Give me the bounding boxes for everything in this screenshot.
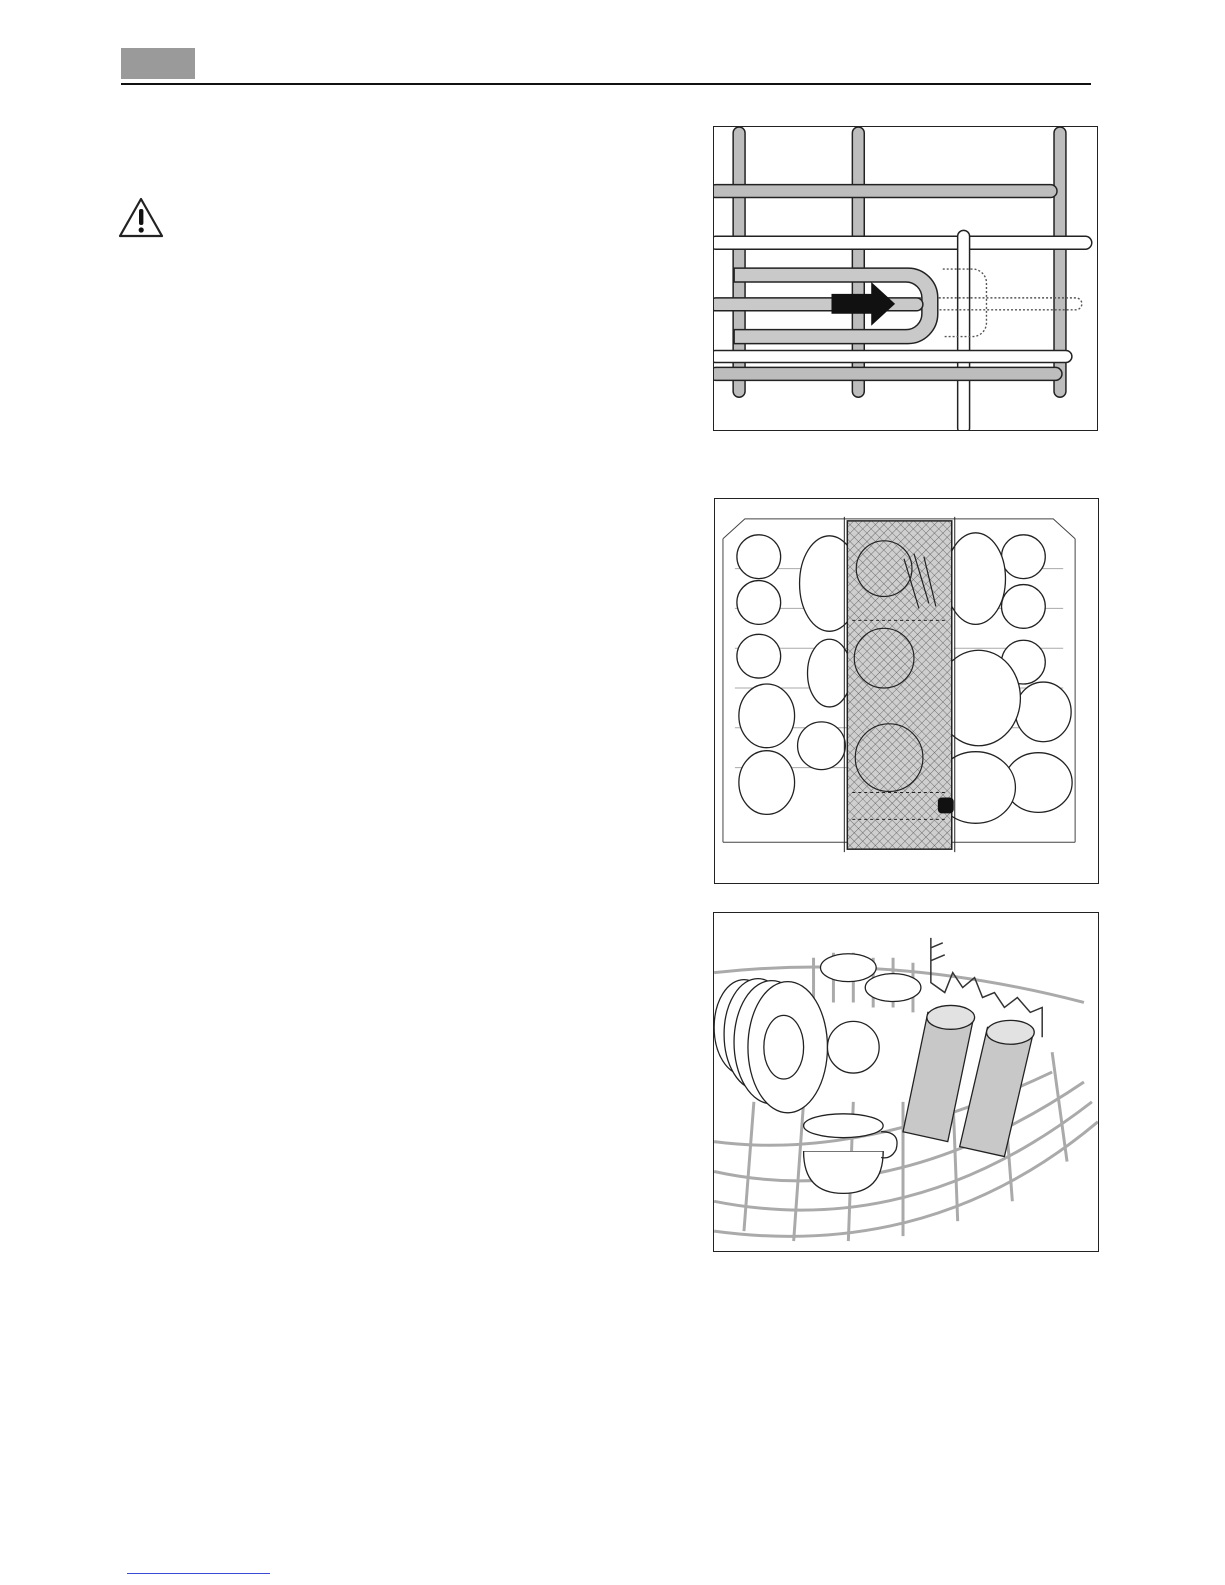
basket-rack-detail-illustration <box>713 126 1098 431</box>
warning-triangle-icon <box>117 196 165 240</box>
upper-basket-loaded-top-view-illustration <box>714 498 1099 884</box>
basket-with-plates-cups-glasses-illustration <box>713 912 1099 1252</box>
header-rule <box>121 83 1091 85</box>
footer-link-underline <box>127 1573 270 1574</box>
page-number-tab <box>121 48 195 79</box>
